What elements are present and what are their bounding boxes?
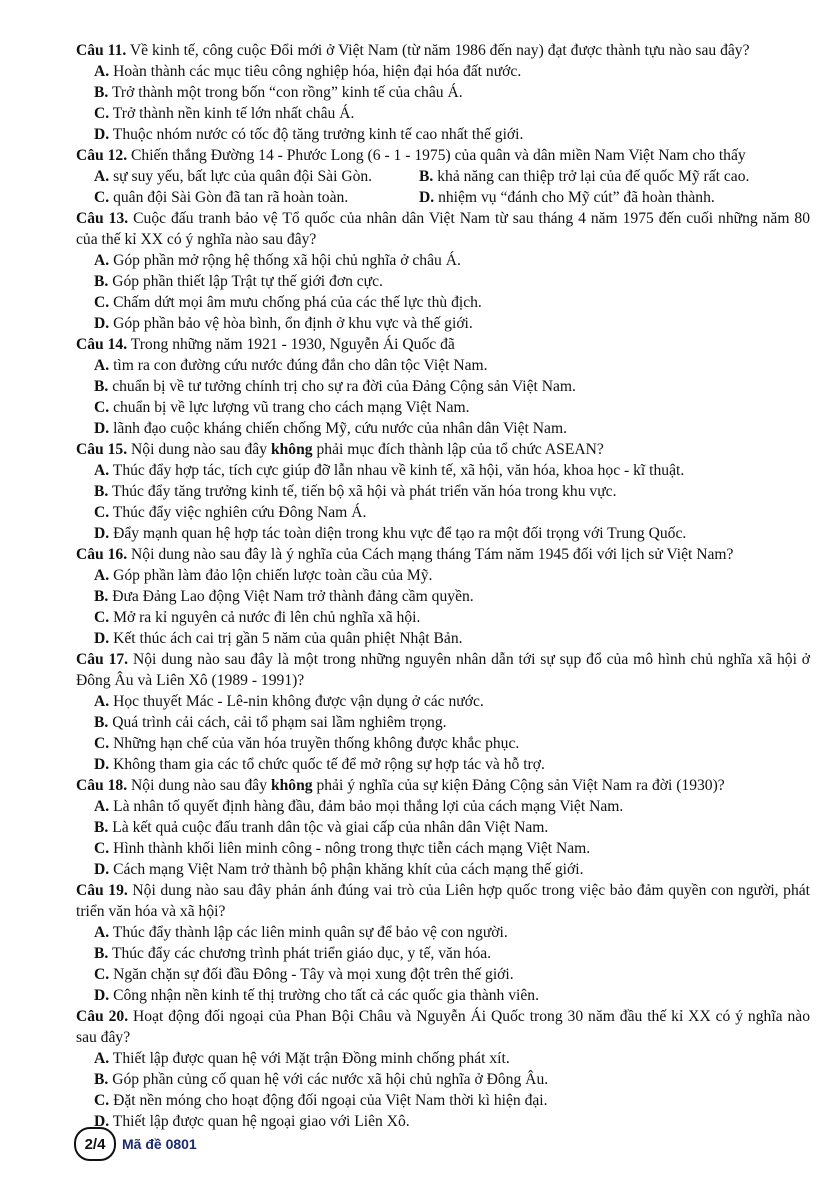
question-text: phải mục đích thành lập của tổ chức ASEAN? (316, 441, 604, 458)
option-d (76, 124, 810, 145)
question-stem (76, 208, 810, 250)
question-number: Câu 14. (76, 336, 128, 353)
question-text: Cuộc đấu tranh bảo vệ Tổ quốc của nhân dân Việt Nam từ sau tháng 4 năm 1975 đến cuối những năm 80 của thế kỉ XX có ý nghĩa nào sau đây? (76, 210, 811, 248)
option-letter: B. (94, 378, 109, 395)
option-letter: C. (94, 189, 110, 206)
exam-code: Mã đề 0801 (122, 1136, 197, 1152)
option-text: Kết thúc ách cai trị gần 5 năm của quân phiệt Nhật Bản. (113, 630, 463, 647)
question-number: Câu 16. (76, 546, 128, 563)
option-d (76, 859, 810, 880)
question-text: Hoạt động đối ngoại của Phan Bội Châu và Nguyễn Ái Quốc trong 30 năm đầu thế kỉ XX có ý nghĩa nào sau đây? (76, 1008, 810, 1046)
page-footer (74, 1127, 197, 1161)
option-d (76, 754, 810, 775)
question-number: Câu 13. (76, 210, 129, 227)
question-stem (76, 439, 810, 460)
question-stem (76, 334, 810, 355)
option-text: Thúc đẩy thành lập các liên minh quân sự để bảo vệ con người. (112, 924, 508, 941)
option-letter: B. (94, 84, 109, 101)
question-text: Nội dung nào sau đây (131, 441, 268, 458)
option-a (76, 355, 810, 376)
option-text: Đẩy mạnh quan hệ hợp tác toàn diện trong khu vực để tạo ra một đối trọng với Trung Quốc. (113, 525, 687, 542)
option-a (76, 691, 810, 712)
option-text: Đặt nền móng cho hoạt động đối ngoại của Việt Nam thời kì hiện đại. (113, 1092, 548, 1109)
question-16 (76, 544, 810, 649)
option-letter: C. (94, 399, 110, 416)
option-letter: B. (94, 819, 109, 836)
option-text: chuẩn bị về tư tưởng chính trị cho sự ra đời của Đảng Cộng sản Việt Nam. (112, 378, 576, 395)
option-text: Thuộc nhóm nước có tốc độ tăng trưởng kinh tế cao nhất thế giới. (112, 126, 524, 143)
options-grid (76, 166, 810, 208)
question-number: Câu 17. (76, 651, 129, 668)
option-letter: D. (419, 189, 435, 206)
option-text: Cách mạng Việt Nam trở thành bộ phận khăng khít của cách mạng thế giới. (113, 861, 584, 878)
negation-emphasis: không (270, 441, 313, 458)
question-15 (76, 439, 810, 544)
question-text: phải ý nghĩa của sự kiện Đảng Cộng sản Việt Nam ra đời (1930)? (316, 777, 725, 794)
option-letter: A. (94, 462, 110, 479)
option-letter: B. (94, 483, 109, 500)
option-d (76, 418, 810, 439)
option-letter: D. (94, 420, 110, 437)
option-text: Ngăn chặn sự đối đầu Đông - Tây và mọi xung đột trên thế giới. (113, 966, 514, 983)
option-a (76, 565, 810, 586)
option-d (76, 313, 810, 334)
option-text: Là nhân tố quyết định hàng đầu, đảm bảo mọi thắng lợi của cách mạng Việt Nam. (113, 798, 624, 815)
option-c (94, 187, 419, 208)
option-text: Thiết lập được quan hệ ngoại giao với Liên Xô. (112, 1113, 410, 1130)
option-letter: B. (94, 588, 109, 605)
option-text: Trở thành nền kinh tế lớn nhất châu Á. (112, 105, 355, 122)
option-text: Góp phần thiết lập Trật tự thế giới đơn cực. (112, 273, 383, 290)
question-text: Nội dung nào sau đây là ý nghĩa của Cách mạng tháng Tám năm 1945 đối với lịch sử Việt Nam? (131, 546, 734, 563)
option-letter: A. (94, 63, 110, 80)
question-number: Câu 19. (76, 882, 128, 899)
option-text: khả năng can thiệp trở lại của đế quốc Mỹ rất cao. (437, 168, 750, 185)
question-text: Về kinh tế, công cuộc Đổi mới ở Việt Nam (từ năm 1986 đến nay) đạt được thành tựu nào sau đây? (129, 42, 750, 59)
question-11 (76, 40, 810, 145)
option-a (76, 922, 810, 943)
option-letter: D. (94, 987, 110, 1004)
option-letter: A. (94, 924, 110, 941)
question-20 (76, 1006, 810, 1132)
exam-page (76, 40, 810, 1132)
option-text: Trở thành một trong bốn “con rồng” kinh tế của châu Á. (111, 84, 463, 101)
option-letter: A. (94, 567, 110, 584)
option-letter: C. (94, 105, 110, 122)
question-text: Nội dung nào sau đây là một trong những nguyên nhân dẫn tới sự sụp đổ của mô hình chủ nghĩa xã hội ở Đông Âu và Liên Xô (1989 - 1991)? (76, 651, 811, 689)
question-12 (76, 145, 810, 208)
question-number: Câu 15. (76, 441, 128, 458)
option-letter: C. (94, 1092, 110, 1109)
option-c (76, 103, 810, 124)
option-letter: D. (94, 756, 110, 773)
option-c (76, 292, 810, 313)
question-text: Nội dung nào sau đây phản ánh đúng vai trò của Liên hợp quốc trong việc bảo đảm quyền con người, phát triển văn hóa và xã hội? (76, 882, 811, 920)
option-letter: B. (94, 273, 109, 290)
option-b (76, 271, 810, 292)
option-text: Mở ra kỉ nguyên cả nước đi lên chủ nghĩa xã hội. (113, 609, 421, 626)
option-text: sự suy yếu, bất lực của quân đội Sài Gòn. (113, 168, 373, 185)
option-text: Những hạn chế của văn hóa truyền thống không được khắc phục. (113, 735, 520, 752)
option-b (76, 481, 810, 502)
option-d (76, 523, 810, 544)
option-letter: D. (94, 525, 110, 542)
option-text: tìm ra con đường cứu nước đúng đắn cho dân tộc Việt Nam. (113, 357, 488, 374)
option-letter: C. (94, 840, 110, 857)
option-text: Góp phần mở rộng hệ thống xã hội chủ nghĩa ở châu Á. (113, 252, 461, 269)
negation-emphasis: không (270, 777, 313, 794)
option-a (76, 61, 810, 82)
question-stem (76, 40, 810, 61)
option-a (76, 796, 810, 817)
question-stem (76, 880, 810, 922)
question-14 (76, 334, 810, 439)
option-text: Thúc đẩy hợp tác, tích cực giúp đỡ lẫn nhau về kinh tế, xã hội, văn hóa, khoa học - kĩ thuật. (112, 462, 685, 479)
question-stem (76, 145, 810, 166)
option-text: Góp phần bảo vệ hòa bình, ổn định ở khu vực và thế giới. (113, 315, 473, 332)
option-text: Học thuyết Mác - Lê-nin không được vận dụng ở các nước. (113, 693, 484, 710)
question-stem (76, 649, 810, 691)
option-text: chuẩn bị về lực lượng vũ trang cho cách mạng Việt Nam. (113, 399, 470, 416)
option-c (76, 502, 810, 523)
question-13 (76, 208, 810, 334)
option-letter: D. (94, 315, 110, 332)
option-text: Chấm dứt mọi âm mưu chống phá của các thế lực thù địch. (113, 294, 482, 311)
option-letter: A. (94, 798, 110, 815)
option-a (94, 166, 419, 187)
option-b (76, 586, 810, 607)
question-stem (76, 544, 810, 565)
option-text: lãnh đạo cuộc kháng chiến chống Mỹ, cứu nước của nhân dân Việt Nam. (113, 420, 567, 437)
option-a (76, 460, 810, 481)
option-letter: C. (94, 504, 110, 521)
option-text: quân đội Sài Gòn đã tan rã hoàn toàn. (113, 189, 349, 206)
option-a (76, 1048, 810, 1069)
option-letter: D. (94, 630, 110, 647)
option-letter: D. (94, 861, 110, 878)
option-letter: D. (94, 1113, 110, 1130)
option-b (76, 943, 810, 964)
option-text: Góp phần củng cố quan hệ với các nước xã hội chủ nghĩa ở Đông Âu. (112, 1071, 549, 1088)
option-b (76, 82, 810, 103)
question-stem (76, 775, 810, 796)
option-letter: C. (94, 735, 110, 752)
option-letter: A. (94, 168, 110, 185)
option-text: nhiệm vụ “đánh cho Mỹ cút” đã hoàn thành. (438, 189, 715, 206)
question-number: Câu 18. (76, 777, 128, 794)
option-letter: B. (419, 168, 434, 185)
question-17 (76, 649, 810, 775)
option-letter: A. (94, 252, 110, 269)
option-text: Thiết lập được quan hệ với Mặt trận Đồng minh chống phát xít. (112, 1050, 510, 1067)
option-letter: C. (94, 294, 110, 311)
option-text: Công nhận nền kinh tế thị trường cho tất cả các quốc gia thành viên. (113, 987, 539, 1004)
option-text: Quá trình cải cách, cải tổ phạm sai lầm nghiêm trọng. (112, 714, 447, 731)
option-letter: C. (94, 609, 110, 626)
option-text: Là kết quả cuộc đấu tranh dân tộc và giai cấp của nhân dân Việt Nam. (112, 819, 549, 836)
option-text: Đưa Đảng Lao động Việt Nam trở thành đảng cầm quyền. (112, 588, 474, 605)
question-text: Nội dung nào sau đây (131, 777, 268, 794)
option-a (76, 250, 810, 271)
option-b (76, 1069, 810, 1090)
question-number: Câu 11. (76, 42, 127, 59)
option-letter: D. (94, 126, 110, 143)
page-number-badge: 2/4 (74, 1127, 116, 1161)
option-b (76, 712, 810, 733)
option-b (419, 166, 810, 187)
option-letter: A. (94, 1050, 110, 1067)
option-b (76, 817, 810, 838)
option-c (76, 838, 810, 859)
question-number: Câu 12. (76, 147, 128, 164)
option-c (76, 964, 810, 985)
option-letter: A. (94, 693, 110, 710)
option-text: Thúc đẩy việc nghiên cứu Đông Nam Á. (112, 504, 367, 521)
option-c (76, 1090, 810, 1111)
option-text: Hình thành khối liên minh công - nông trong thực tiễn cách mạng Việt Nam. (113, 840, 591, 857)
option-text: Thúc đẩy tăng trưởng kinh tế, tiến bộ xã hội và phát triển văn hóa trong khu vực. (111, 483, 617, 500)
question-number: Câu 20. (76, 1008, 129, 1025)
option-text: Góp phần làm đảo lộn chiến lược toàn cầu của Mỹ. (113, 567, 433, 584)
option-letter: B. (94, 714, 109, 731)
option-c (76, 733, 810, 754)
option-text: Thúc đẩy các chương trình phát triển giáo dục, y tế, văn hóa. (111, 945, 492, 962)
question-text: Chiến thắng Đường 14 - Phước Long (6 - 1 - 1975) của quân và dân miền Nam Việt Nam cho thấy (131, 147, 746, 164)
option-d (76, 628, 810, 649)
option-text: Hoàn thành các mục tiêu công nghiệp hóa, hiện đại hóa đất nước. (113, 63, 522, 80)
option-letter: B. (94, 945, 109, 962)
option-c (76, 607, 810, 628)
option-b (76, 376, 810, 397)
option-letter: C. (94, 966, 110, 983)
option-c (76, 397, 810, 418)
option-d (419, 187, 810, 208)
option-d (76, 985, 810, 1006)
option-letter: B. (94, 1071, 109, 1088)
question-text: Trong những năm 1921 - 1930, Nguyễn Ái Quốc đã (130, 336, 455, 353)
question-19 (76, 880, 810, 1006)
option-letter: A. (94, 357, 110, 374)
option-text: Không tham gia các tổ chức quốc tế để mở rộng sự hợp tác và hỗ trợ. (113, 756, 545, 773)
question-18 (76, 775, 810, 880)
question-stem (76, 1006, 810, 1048)
